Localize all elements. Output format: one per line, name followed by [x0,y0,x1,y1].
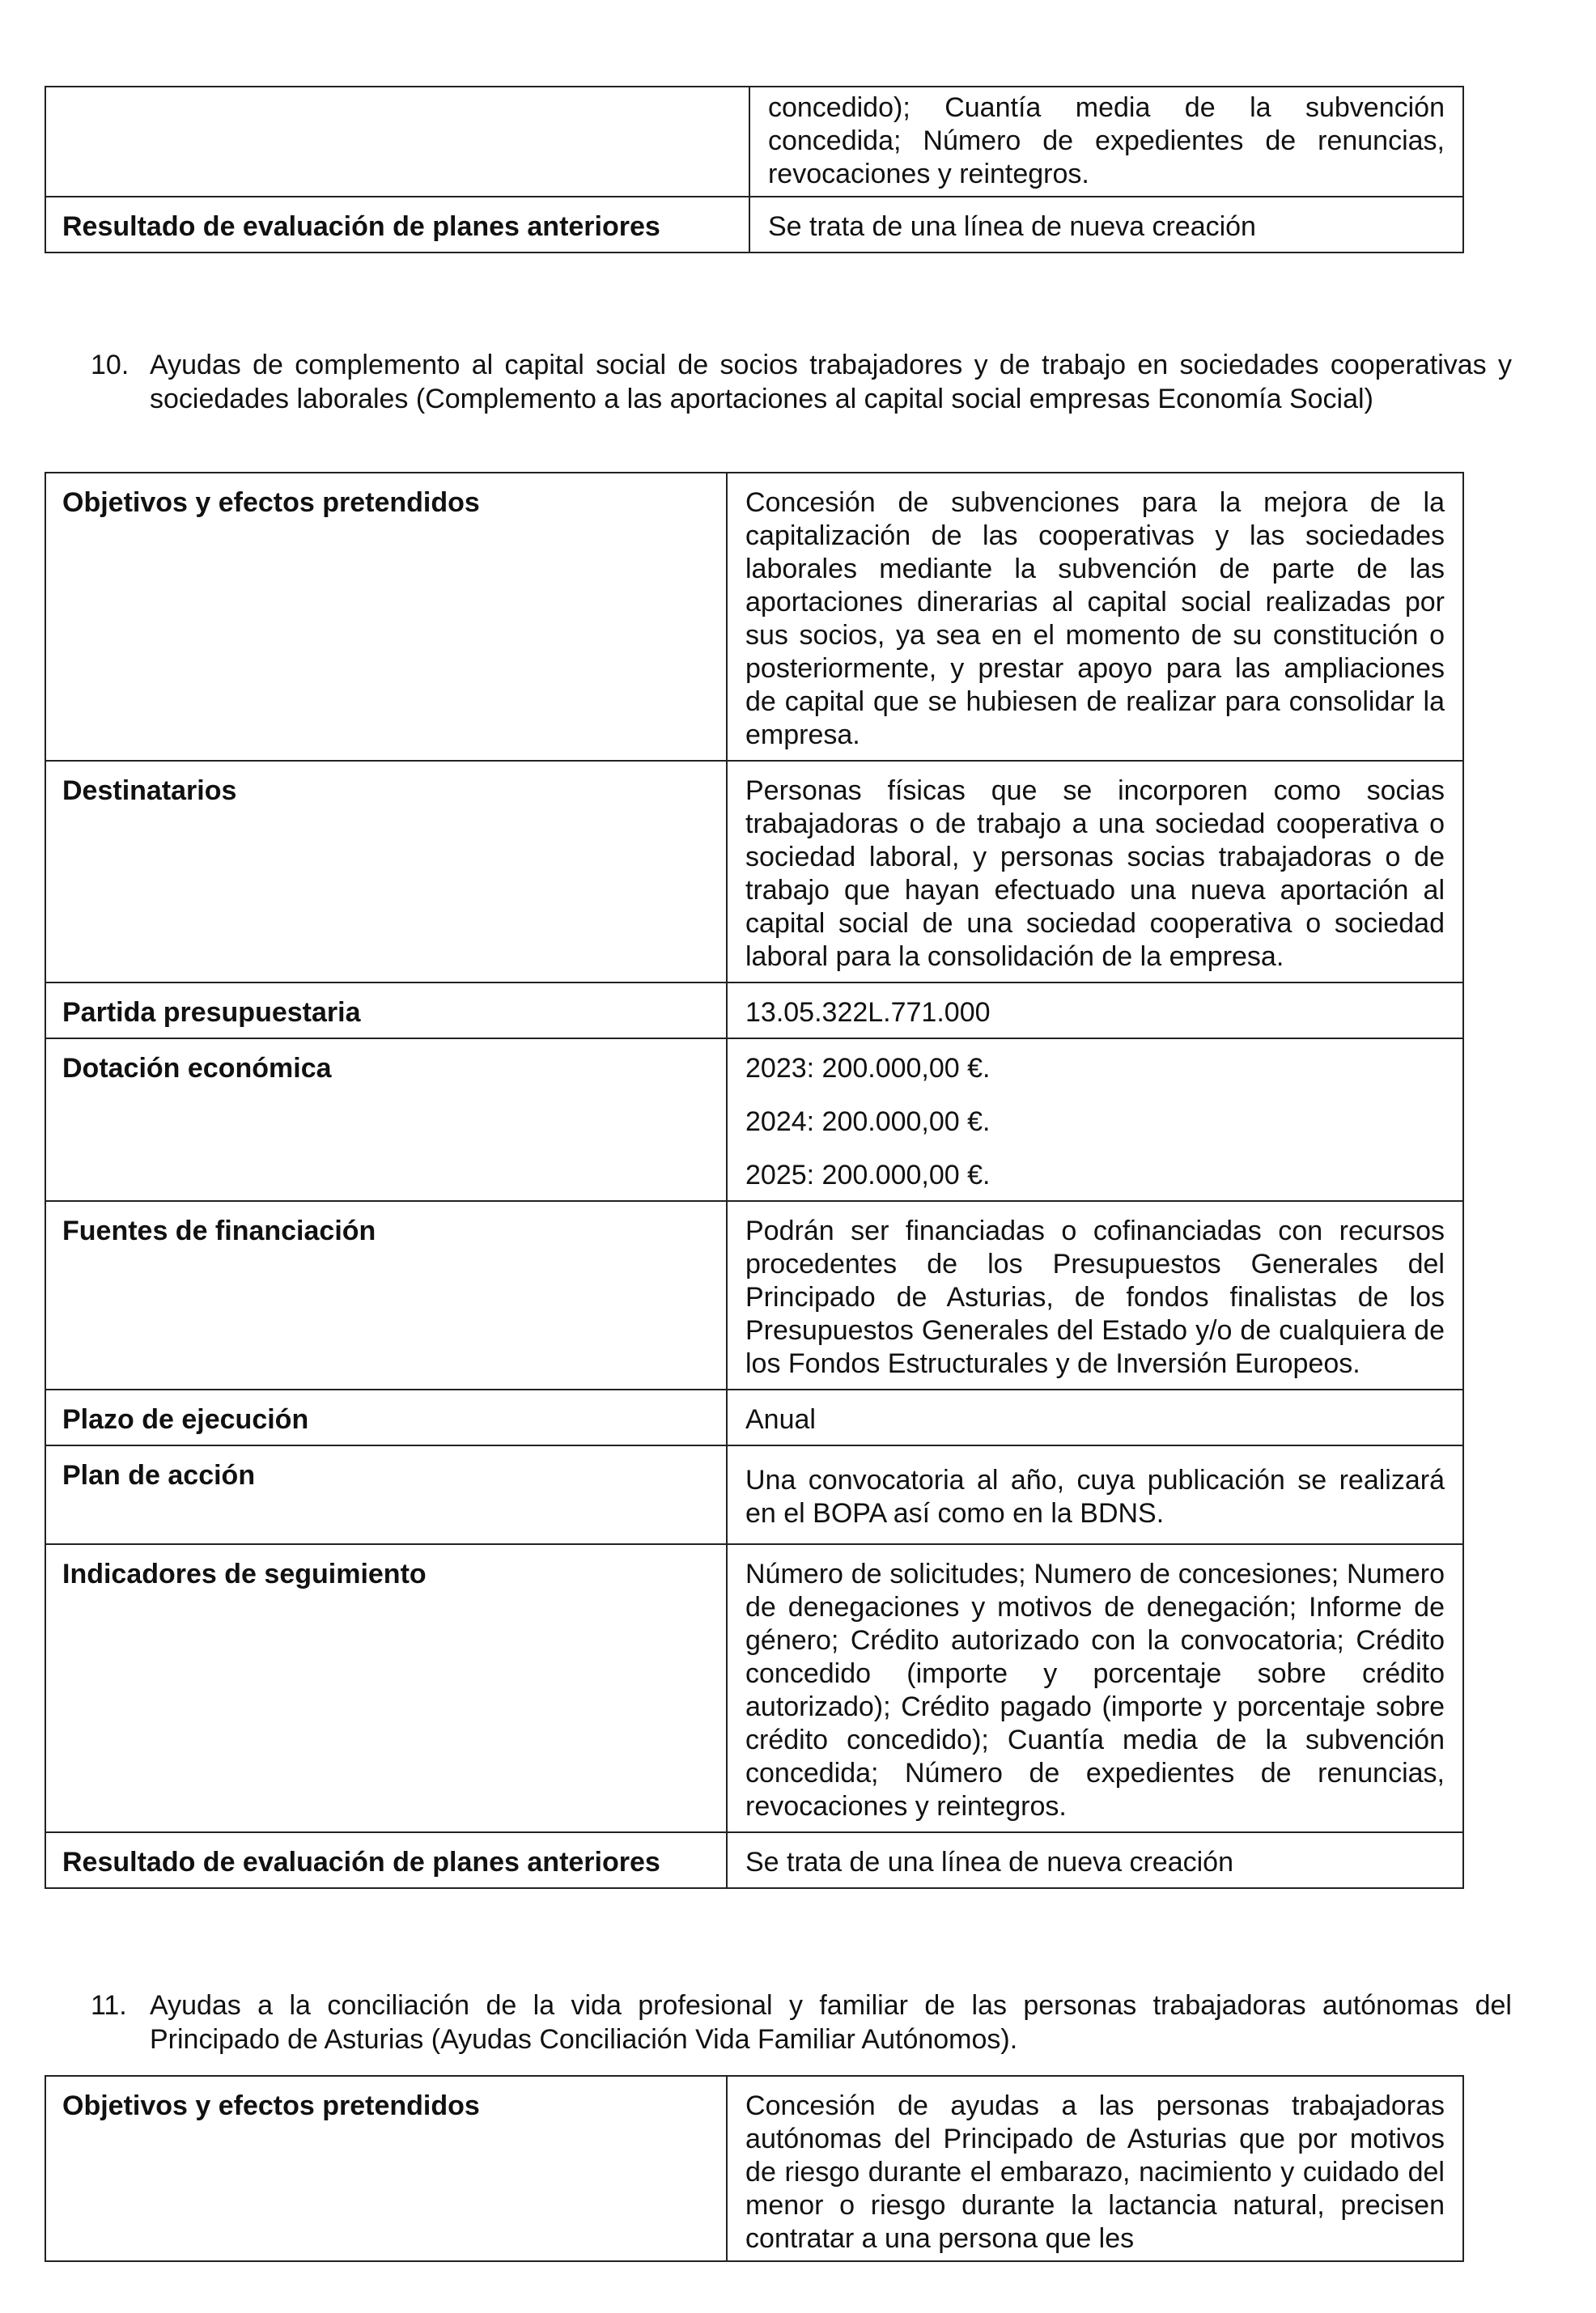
row-value-destinatarios [727,761,1463,982]
indicadores-continued-text: concedido); Cuantía media de la subvención concedida; Número de expedientes de renuncias, revocaciones y reintegros. [767,92,1445,189]
row-value-objetivos [727,473,1463,761]
row-label-plazo: Plazo de ejecución [45,1390,727,1445]
row-label-partida: Partida presupuestaria [45,982,727,1038]
row-label-objetivos: Objetivos y efectos pretendidos [45,473,727,761]
table-row [45,87,1463,197]
table-continuation [45,86,1464,253]
table-row [45,473,1463,761]
section-11-heading [91,1988,1512,2056]
row-value-partida: 13.05.322L.771.000 [727,982,1463,1038]
row-value-objetivos [727,2076,1463,2261]
destinatarios-text: Personas físicas que se incorporen como socias trabajadoras o de trabajo a una sociedad cooperativa o sociedad laboral, y personas socias trabajadoras o de trabajo que hayan efectuado una nueva aportación al capital social de una sociedad cooperativa o sociedad laboral para la consolidación de la empresa. [745,775,1445,972]
section-10-number: 10. [91,350,129,380]
table-row [45,1038,1463,1201]
fuentes-text: Podrán ser financiadas o cofinanciadas con recursos procedentes de los Presupuestos Generales del Principado de Asturias, de fondos finalistas de los Presupuestos Generales del Estado y/o de cualquiera de los Fondos Estructurales y de Inversión Europeos. [745,1216,1445,1379]
plan-text: Una convocatoria al año, cuya publicación se realizará en el BOPA así como en la BDNS. [745,1465,1445,1529]
table-row [45,982,1463,1038]
table-row [45,1544,1463,1832]
dotacion-2025: 2025: 200.000,00 €. [745,1160,991,1190]
table-row [45,1445,1463,1544]
objetivos-text: Concesión de subvenciones para la mejora de la capitalización de las cooperativas y las sociedades laborales mediante la subvención de parte de las aportaciones dinerarias al capital social realizadas por sus socios, ya sea en el momento de su constitución o posteriormente, y prestar apoyo para las ampliaciones de capital que se hubiesen de realizar para consolidar la empresa. [745,487,1445,750]
row-label-destinatarios: Destinatarios [45,761,727,982]
section-10-title: Ayudas de complemento al capital social de socios trabajadores y de trabajo en sociedades cooperativas y sociedades laborales (Complemento a las aportaciones al capital social empresas Economía Social) [150,350,1512,414]
row-value-fuentes [727,1201,1463,1390]
row-label-empty [45,87,749,197]
indicadores-text: Número de solicitudes; Numero de concesiones; Numero de denegaciones y motivos de denegación; Informe de género; Crédito autorizado con la convocatoria; Crédito concedido (importe y porcentaje sobre crédito autorizado); Crédito pagado (importe y porcentaje sobre crédito concedido); Cuantía media de la subvención concedida; Número de expedientes de renuncias, revocaciones y reintegros. [745,1559,1445,1822]
row-value-plan [727,1445,1463,1544]
table-row [45,1832,1463,1888]
row-value-dotacion [727,1038,1463,1201]
row-label-indicadores: Indicadores de seguimiento [45,1544,727,1832]
row-label-dotacion: Dotación económica [45,1038,727,1201]
table-row [45,1390,1463,1445]
dotacion-2024: 2024: 200.000,00 €. [745,1106,991,1137]
objetivos-11-text: Concesión de ayudas a las personas trabajadoras autónomas del Principado de Asturias que por motivos de riesgo durante el embarazo, nacimiento y cuidado del menor o riesgo durante la lactancia natural, precisen contratar a una persona que les [745,2090,1445,2254]
dotacion-2023: 2023: 200.000,00 €. [745,1053,991,1084]
row-label-objetivos: Objetivos y efectos pretendidos [45,2076,727,2261]
section-11-number: 11. [91,1990,127,2021]
table-section-11 [45,2075,1464,2262]
row-value-indicadores [727,1544,1463,1832]
section-10-heading [91,348,1512,416]
table-section-10 [45,472,1464,1889]
section-11-title: Ayudas a la conciliación de la vida profesional y familiar de las personas trabajadoras autónomas del Principado de Asturias (Ayudas Conciliación Vida Familiar Autónomos). [150,1990,1512,2055]
table-row [45,1201,1463,1390]
row-label-fuentes: Fuentes de financiación [45,1201,727,1390]
row-value-resultado: Se trata de una línea de nueva creación [749,197,1463,253]
row-value-resultado: Se trata de una línea de nueva creación [727,1832,1463,1888]
table-row [45,761,1463,982]
table-row [45,197,1463,253]
row-label-resultado: Resultado de evaluación de planes anteriores [45,197,749,253]
row-label-resultado: Resultado de evaluación de planes anteriores [45,1832,727,1888]
table-row [45,2076,1463,2261]
row-value-indicadores-continued [749,87,1463,197]
row-value-plazo: Anual [727,1390,1463,1445]
row-label-plan: Plan de acción [45,1445,727,1544]
